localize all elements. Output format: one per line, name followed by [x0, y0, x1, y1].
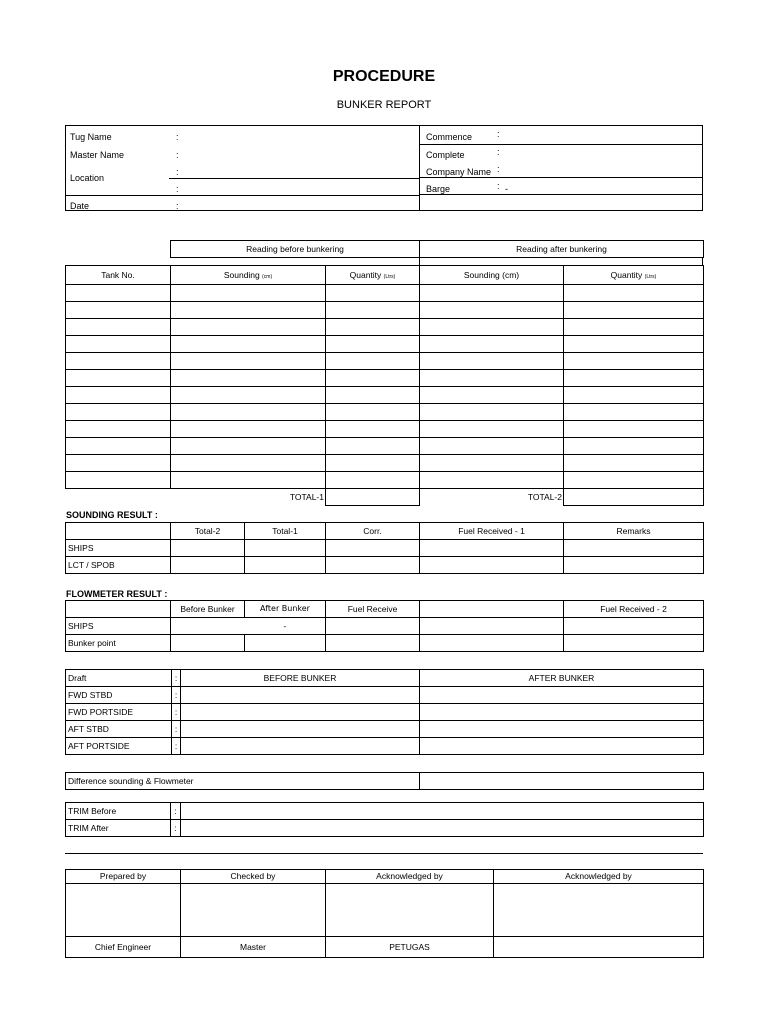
draft-row-sep: : — [172, 687, 181, 704]
sounding-after-header: Sounding (cm) — [420, 266, 564, 285]
table-row — [66, 438, 704, 455]
company-name-sep: : — [497, 164, 500, 174]
difference-label: Difference sounding & Flowmeter — [66, 773, 420, 790]
sr-col-fuel-received-1: Fuel Received - 1 — [420, 523, 564, 540]
sounding-before-unit: (cm) — [262, 273, 273, 280]
trim-before-sep: : — [171, 803, 181, 820]
table-row — [66, 803, 704, 820]
sounding-result-heading: SOUNDING RESULT : — [66, 510, 158, 520]
fm-dash: - — [245, 618, 326, 635]
commence-sep: : — [497, 129, 500, 139]
table-row — [66, 336, 704, 353]
sr-col-total2: Total-2 — [171, 523, 245, 540]
quantity-after-header — [564, 266, 704, 285]
blank-role — [494, 937, 704, 958]
table-row — [66, 704, 704, 721]
location-sep-2: : — [176, 184, 179, 194]
sr-row-ships: SHIPS — [66, 540, 171, 557]
total1-value[interactable] — [326, 489, 420, 506]
barge-value: - — [505, 184, 508, 194]
table-row — [66, 557, 704, 574]
petugas-role: PETUGAS — [326, 937, 494, 958]
quantity-after-unit: (Ltrs) — [644, 273, 657, 280]
total2-value[interactable] — [564, 489, 704, 506]
divider — [65, 853, 703, 854]
totals-row — [66, 489, 704, 506]
sounding-before-header — [171, 266, 326, 285]
complete-sep: : — [497, 147, 500, 157]
flowmeter-result-table — [65, 600, 704, 652]
master-name-label: Master Name — [70, 150, 125, 160]
fm-col-fuel-receive: Fuel Receive — [326, 601, 420, 618]
fm-row-bunker-point: Bunker point — [66, 635, 171, 652]
fm-col-after-bunker: After Bunker — [245, 601, 326, 618]
location-label: Location — [70, 173, 105, 183]
table-row — [66, 721, 704, 738]
table-row — [66, 472, 704, 489]
trim-before-value[interactable] — [181, 803, 704, 820]
trim-before-label: TRIM Before — [66, 803, 171, 820]
tug-name-sep: : — [176, 132, 179, 142]
location-sep: : — [176, 167, 179, 177]
page-subtitle: BUNKER REPORT — [336, 99, 432, 111]
header-box — [65, 125, 703, 211]
quantity-before-header — [326, 266, 420, 285]
date-sep: : — [176, 201, 179, 211]
table-row — [66, 618, 704, 635]
sounding-result-table — [65, 522, 704, 574]
reading-before-label: Reading before bunkering — [171, 241, 420, 258]
draft-row-sep: : — [172, 738, 181, 755]
acknowledged-by-signature-2[interactable] — [494, 884, 704, 937]
sr-col-corr: Corr. — [326, 523, 420, 540]
draft-table — [65, 669, 704, 755]
signature-row — [66, 884, 704, 937]
chief-engineer-role: Chief Engineer — [66, 937, 181, 958]
trim-table — [65, 802, 704, 837]
draft-row-fwd-portside: FWD PORTSIDE — [66, 704, 172, 721]
barge-label: Barge — [426, 184, 451, 194]
complete-label: Complete — [426, 150, 465, 160]
difference-value[interactable] — [420, 773, 704, 790]
fm-row-ships: SHIPS — [66, 618, 171, 635]
table-row — [66, 353, 704, 370]
table-row — [66, 421, 704, 438]
master-role: Master — [181, 937, 326, 958]
trim-after-value[interactable] — [181, 820, 704, 837]
master-name-sep: : — [176, 150, 179, 160]
reading-header-table — [170, 240, 704, 258]
sounding-before-label: Sounding — [223, 269, 260, 280]
trim-after-label: TRIM After — [66, 820, 171, 837]
trim-after-sep: : — [171, 820, 181, 837]
total1-label: TOTAL-1 — [289, 492, 324, 502]
sr-row-lct: LCT / SPOB — [66, 557, 171, 574]
quantity-after-label: Quantity — [610, 269, 643, 280]
fm-col-blank — [420, 601, 564, 618]
flowmeter-result-heading: FLOWMETER RESULT : — [66, 589, 168, 599]
barge-sep: : — [497, 181, 500, 191]
table-row — [66, 540, 704, 557]
fm-col-before-bunker: Before Bunker — [171, 601, 245, 618]
tug-name-label: Tug Name — [70, 132, 112, 142]
acknowledged-by-signature-1[interactable] — [326, 884, 494, 937]
draft-row-aft-portside: AFT PORTSIDE — [66, 738, 172, 755]
reading-after-label: Reading after bunkering — [420, 241, 704, 258]
sr-col-total1: Total-1 — [245, 523, 326, 540]
prepared-by-header: Prepared by — [66, 870, 181, 884]
draft-sep: : — [172, 670, 181, 687]
draft-row-aft-stbd: AFT STBD — [66, 721, 172, 738]
table-row — [66, 370, 704, 387]
fm-col-fuel-received-2: Fuel Received - 2 — [564, 601, 704, 618]
difference-table — [65, 772, 704, 790]
table-row — [66, 285, 704, 302]
draft-label: Draft — [66, 670, 172, 687]
tank-no-header: Tank No. — [66, 266, 171, 285]
draft-row-sep: : — [172, 721, 181, 738]
tank-table — [65, 265, 704, 506]
draft-before-header: BEFORE BUNKER — [181, 670, 420, 687]
total2-label: TOTAL-2 — [527, 492, 562, 502]
acknowledged-by-header-2: Acknowledged by — [494, 870, 704, 884]
reading-gap — [419, 257, 703, 265]
table-row — [66, 319, 704, 336]
table-row — [66, 635, 704, 652]
signature-table — [65, 869, 704, 958]
table-row — [66, 820, 704, 837]
quantity-before-unit: (Ltrs) — [383, 273, 396, 280]
sr-col-remarks: Remarks — [564, 523, 704, 540]
checked-by-signature[interactable] — [181, 884, 326, 937]
draft-after-header: AFTER BUNKER — [420, 670, 704, 687]
table-row — [66, 404, 704, 421]
page-title: PROCEDURE — [332, 68, 436, 85]
commence-label: Commence — [426, 132, 473, 142]
table-row — [66, 387, 704, 404]
draft-row-sep: : — [172, 704, 181, 721]
table-row — [66, 455, 704, 472]
quantity-before-label: Quantity — [349, 269, 382, 280]
company-name-label: Company Name — [426, 167, 492, 177]
date-label: Date — [70, 201, 90, 211]
prepared-by-signature[interactable] — [66, 884, 181, 937]
table-row — [66, 302, 704, 319]
acknowledged-by-header-1: Acknowledged by — [326, 870, 494, 884]
checked-by-header: Checked by — [181, 870, 326, 884]
draft-row-fwd-stbd: FWD STBD — [66, 687, 172, 704]
table-row — [66, 738, 704, 755]
table-row — [66, 687, 704, 704]
